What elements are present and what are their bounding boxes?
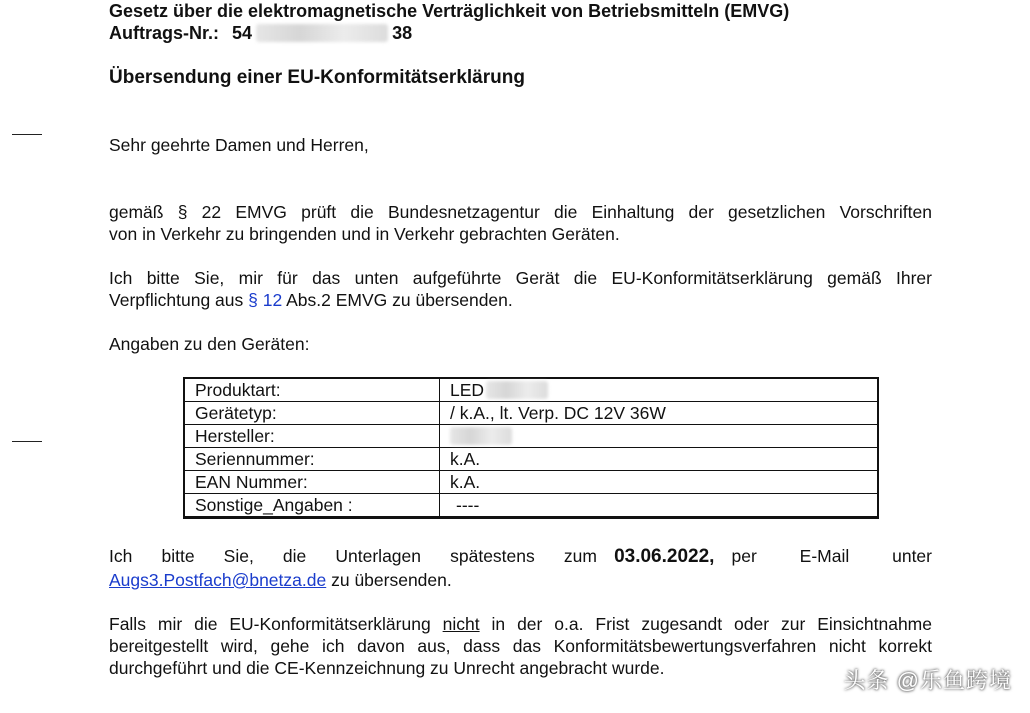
underlined-word: nicht: [442, 614, 480, 634]
email-link[interactable]: Augs3.Postfach@bnetza.de: [109, 570, 327, 590]
text-segment: in der o.a. Frist zugesandt oder zur Einsichtnahme: [491, 614, 932, 634]
table-row: [184, 378, 878, 402]
paragraph-line: [109, 289, 513, 311]
watermark: 头条 @乐鱼跨境: [843, 668, 1012, 693]
device-table: [183, 377, 879, 519]
order-label: Auftrags-Nr.:: [109, 23, 220, 43]
value-text: LED: [450, 380, 485, 400]
row-value: / k.A., lt. Verp. DC 12V 36W: [440, 402, 879, 425]
order-suffix: 38: [392, 23, 413, 43]
fold-mark: [12, 441, 42, 442]
table-row: [184, 425, 878, 448]
table-row: [184, 402, 878, 425]
deadline-date: 03.06.2022,: [614, 546, 715, 567]
salutation: Sehr geehrte Damen und Herren,: [109, 135, 369, 155]
row-label: Produktart:: [184, 378, 440, 402]
row-label: Gerätetyp:: [184, 402, 440, 425]
row-label: EAN Nummer:: [184, 471, 440, 494]
redaction-blur: [486, 381, 548, 399]
paragraph-line: Ich bitte Sie, mir für das unten aufgeführte Gerät die EU-Konformitätserklärung gemäß Ihrer: [109, 268, 932, 288]
redaction-blur: [450, 427, 512, 445]
row-label: Hersteller:: [184, 425, 440, 448]
redaction-blur: [256, 24, 388, 42]
row-value: k.A.: [440, 471, 879, 494]
paragraph-line: von in Verkehr zu bringenden und in Verkehr gebrachten Geräten.: [109, 224, 620, 244]
law-title: Gesetz über die elektromagnetische Verträglichkeit von Betriebsmitteln (EMVG): [109, 1, 790, 21]
section-12-link[interactable]: § 12: [248, 290, 283, 310]
table-row: [184, 448, 878, 471]
row-label: Sonstige_Angaben :: [184, 494, 440, 518]
paragraph-line: [109, 545, 932, 568]
text-segment: Falls mir die EU-Konformitätserklärung: [109, 614, 431, 634]
text-segment: Ich bitte Sie, die Unterlagen spätestens zum: [109, 546, 597, 566]
table-row: [184, 471, 878, 494]
paragraph-line: bereitgestellt wird, gehe ich davon aus, dass das Konformitätsbewertungsverfahren nicht korrekt: [109, 636, 932, 656]
row-value: [440, 425, 879, 448]
paragraph-line: [109, 569, 452, 591]
text-segment: Verpflichtung aus: [109, 290, 244, 310]
paragraph-line: durchgeführt und die CE-Kennzeichnung zu Unrecht angebracht wurde.: [109, 658, 665, 678]
paragraph-line: [109, 613, 932, 635]
row-label: Seriennummer:: [184, 448, 440, 471]
fold-mark: [12, 134, 42, 135]
order-number: [109, 22, 412, 44]
row-value: k.A.: [440, 448, 879, 471]
row-value: [440, 378, 879, 402]
paragraph-line: gemäß § 22 EMVG prüft die Bundesnetzagentur die Einhaltung der gesetzlichen Vorschriften: [109, 202, 932, 222]
table-row: [184, 494, 878, 518]
text-segment: Abs.2 EMVG zu übersenden.: [286, 290, 513, 310]
order-prefix: 54: [232, 23, 253, 43]
text-segment: per E-Mail unter: [731, 546, 932, 566]
row-value: ----: [440, 494, 879, 518]
subject-heading: Übersendung einer EU-Konformitätserklärung: [109, 67, 525, 88]
text-segment: zu übersenden.: [331, 570, 452, 590]
devices-intro: Angaben zu den Geräten:: [109, 334, 310, 354]
